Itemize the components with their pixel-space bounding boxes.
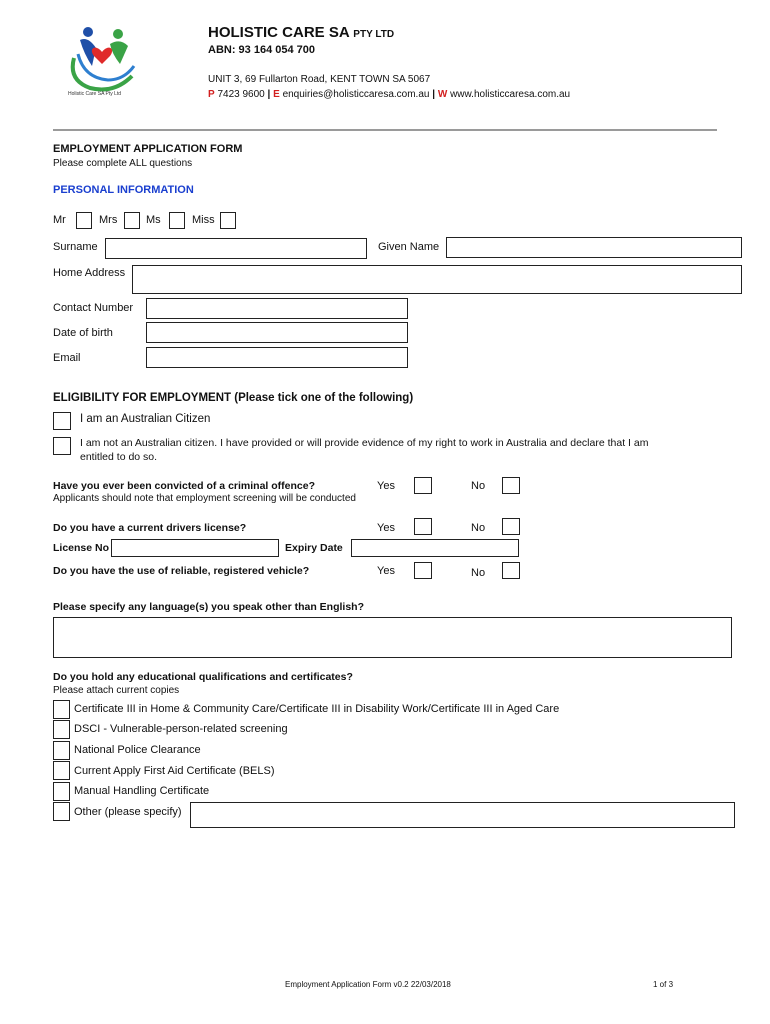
title-mrs-checkbox[interactable] [124,212,140,229]
contact-line [208,89,570,100]
title-mr-checkbox[interactable] [76,212,92,229]
separator: | [267,89,271,100]
qualification-checkbox-other[interactable] [53,802,70,821]
criminal-note: Applicants should note that employment screening will be conducted [53,493,356,504]
abn: ABN: 93 164 054 700 [208,44,316,56]
company-logo [62,18,142,98]
footer-page-number: 1 of 3 [653,980,674,989]
qualifications-question: Do you hold any educational qualifications and certificates? [53,671,353,683]
qualification-checkbox-manual-handling[interactable] [53,782,70,801]
surname-label: Surname [53,241,98,253]
title-mrs-label: Mrs [99,214,118,226]
company-email: enquiries@holisticcaresa.com.au [282,89,430,100]
license-question: Do you have a current drivers license? [53,522,247,534]
separator: | [432,89,436,100]
languages-field[interactable] [53,617,732,658]
vehicle-no-label: No [471,567,486,579]
date-of-birth-field[interactable] [146,322,408,343]
license-no-checkbox[interactable] [502,518,520,535]
qualification-label-manual-handling: Manual Handling Certificate [74,785,210,797]
license-yes-checkbox[interactable] [414,518,432,535]
languages-question: Please specify any language(s) you speak other than English? [53,601,365,613]
expiry-date-label: Expiry Date [285,542,343,554]
phone-prefix: P [208,89,215,100]
license-number-field[interactable] [111,539,279,557]
license-number-label: License No [53,542,110,554]
date-of-birth-label: Date of birth [53,327,113,339]
non-citizen-label-line2: entitled to do so. [80,451,158,463]
expiry-date-field[interactable] [351,539,519,557]
title-miss-label: Miss [192,214,215,226]
qualification-checkbox-dsci[interactable] [53,720,70,739]
other-qualification-field[interactable] [190,802,735,828]
form-subtitle: Please complete ALL questions [53,158,193,169]
qualification-label-cert3: Certificate III in Home & Community Care/Certificate III in Disability Work/Certificate III in Aged Care [74,703,560,715]
home-address-field[interactable] [132,265,742,294]
given-name-field[interactable] [446,237,742,258]
criminal-yes-label: Yes [377,480,395,492]
title-miss-checkbox[interactable] [220,212,236,229]
email-label: Email [53,352,81,364]
header-divider [53,129,717,131]
title-mr-label: Mr [53,214,66,226]
qualification-checkbox-police[interactable] [53,741,70,760]
non-citizen-checkbox[interactable] [53,437,71,455]
company-name-text: HOLISTIC CARE SA [208,24,350,41]
logo-people-heart-icon [62,18,142,96]
qualifications-note: Please attach current copies [53,685,180,696]
web-prefix: W [437,89,448,100]
criminal-no-label: No [471,480,486,492]
home-address-label: Home Address [53,267,126,279]
australian-citizen-checkbox[interactable] [53,412,71,430]
company-suffix: PTY LTD [353,29,395,40]
vehicle-yes-checkbox[interactable] [414,562,432,579]
vehicle-no-checkbox[interactable] [502,562,520,579]
company-website: www.holisticcaresa.com.au [450,89,571,100]
criminal-no-checkbox[interactable] [502,477,520,494]
criminal-yes-checkbox[interactable] [414,477,432,494]
email-prefix: E [273,89,280,100]
qualification-checkbox-first-aid[interactable] [53,761,70,780]
vehicle-question: Do you have the use of reliable, registered vehicle? [53,565,310,577]
phone-number: 7423 9600 [217,89,265,100]
australian-citizen-label: I am an Australian Citizen [80,413,211,425]
qualification-label-police: National Police Clearance [74,744,201,756]
contact-number-label: Contact Number [53,302,134,314]
non-citizen-label-line1: I am not an Australian citizen. I have provided or will provide evidence of my right to work in Australia and declare that I am [80,437,649,449]
footer-document-name: Employment Application Form v0.2 22/03/2018 [285,980,451,989]
company-address: UNIT 3, 69 Fullarton Road, KENT TOWN SA 5067 [208,74,431,85]
surname-field[interactable] [105,238,367,259]
qualification-label-first-aid: Current Apply First Aid Certificate (BELS) [74,765,275,777]
vehicle-yes-label: Yes [377,565,395,577]
qualification-label-dsci: DSCI - Vulnerable-person-related screening [74,723,288,735]
section-personal-information: PERSONAL INFORMATION [53,184,194,196]
eligibility-title: ELIGIBILITY FOR EMPLOYMENT (Please tick one of the following) [53,392,414,404]
form-title: EMPLOYMENT APPLICATION FORM [53,143,243,155]
title-ms-label: Ms [146,214,161,226]
title-ms-checkbox[interactable] [169,212,185,229]
given-name-label: Given Name [378,241,440,253]
logo-caption: Holistic Care SA Pty Ltd [68,91,122,97]
license-yes-label: Yes [377,522,395,534]
company-name [208,24,394,41]
license-no-label: No [471,522,486,534]
email-field[interactable] [146,347,408,368]
criminal-question: Have you ever been convicted of a criminal offence? [53,480,316,492]
qualification-checkbox-cert3[interactable] [53,700,70,719]
contact-number-field[interactable] [146,298,408,319]
qualification-label-other: Other (please specify) [74,806,182,818]
